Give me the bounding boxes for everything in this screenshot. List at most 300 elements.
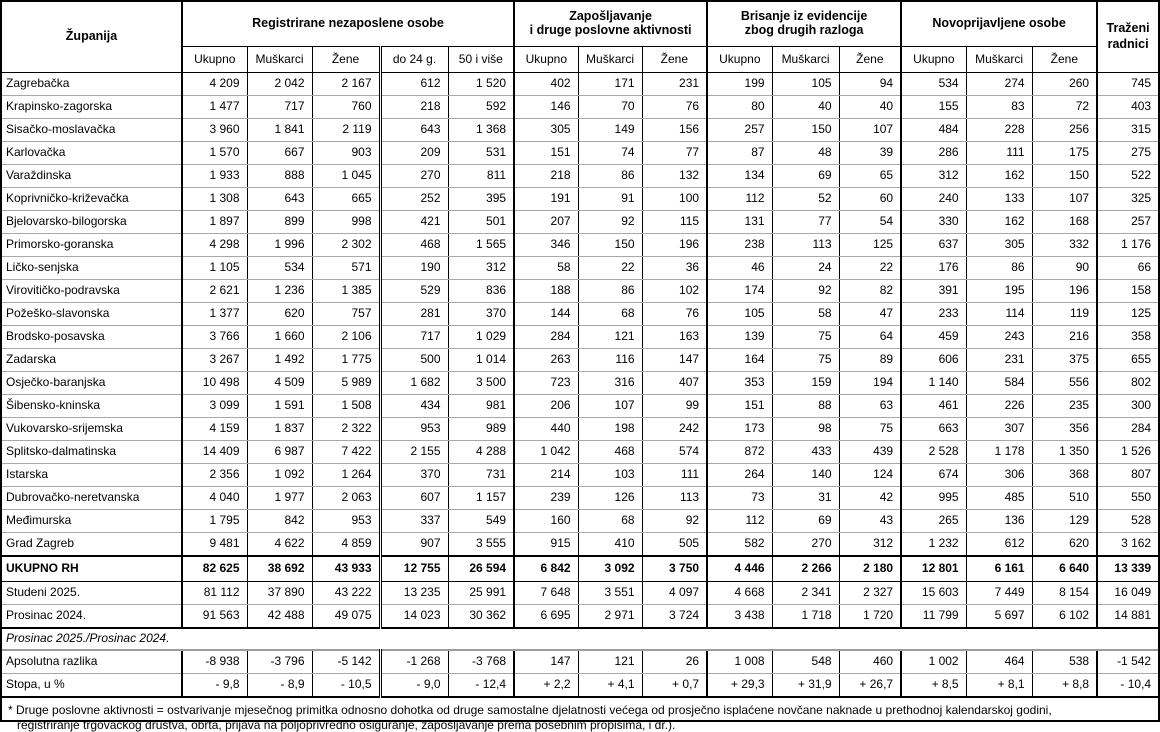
value-cell: 160 — [514, 510, 578, 533]
value-cell: 571 — [312, 257, 380, 280]
value-cell: 550 — [1097, 487, 1158, 510]
value-cell: 1 526 — [1097, 441, 1158, 464]
group-label-line: zbog drugih razloga — [744, 23, 864, 37]
value-cell: -3 796 — [247, 650, 312, 674]
county-row — [2, 395, 1158, 418]
value-cell: 112 — [707, 188, 772, 211]
value-cell: 1 718 — [772, 605, 839, 629]
value-cell: 1 775 — [312, 349, 380, 372]
value-cell: 140 — [772, 464, 839, 487]
value-cell: 757 — [312, 303, 380, 326]
value-cell: 888 — [247, 165, 312, 188]
value-cell: 42 — [839, 487, 901, 510]
group-label-line: i druge poslovne aktivnosti — [529, 23, 692, 37]
value-cell: + 8,8 — [1032, 674, 1097, 698]
value-cell: 99 — [642, 395, 707, 418]
value-cell: 1 591 — [247, 395, 312, 418]
value-cell: 2 063 — [312, 487, 380, 510]
value-cell: 528 — [1097, 510, 1158, 533]
subcol-header: Muškarci — [578, 47, 642, 73]
value-cell: 995 — [901, 487, 966, 510]
value-cell: 522 — [1097, 165, 1158, 188]
value-cell: 316 — [578, 372, 642, 395]
subcol-header: Žene — [839, 47, 901, 73]
value-cell: 113 — [642, 487, 707, 510]
value-cell: 111 — [642, 464, 707, 487]
value-cell: 48 — [772, 142, 839, 165]
value-cell: 464 — [966, 650, 1032, 674]
group-header-newly-registered — [901, 2, 1097, 47]
value-cell: 3 750 — [642, 556, 707, 582]
value-cell: 663 — [901, 418, 966, 441]
value-cell: 731 — [448, 464, 514, 487]
value-cell: 1 092 — [247, 464, 312, 487]
value-cell: 243 — [966, 326, 1032, 349]
value-cell: 88 — [772, 395, 839, 418]
row-label: Varaždinska — [2, 165, 182, 188]
value-cell: 286 — [901, 142, 966, 165]
value-cell: 125 — [1097, 303, 1158, 326]
value-cell: 76 — [642, 96, 707, 119]
table-body — [2, 73, 1158, 698]
value-cell: - 10,4 — [1097, 674, 1158, 698]
value-cell: 1 308 — [182, 188, 247, 211]
row-label: Sisačko-moslavačka — [2, 119, 182, 142]
value-cell: 468 — [380, 234, 448, 257]
value-cell: 257 — [707, 119, 772, 142]
value-cell: 162 — [966, 211, 1032, 234]
value-cell: 1 176 — [1097, 234, 1158, 257]
month-row — [2, 582, 1158, 605]
value-cell: 4 859 — [312, 533, 380, 557]
value-cell: 4 159 — [182, 418, 247, 441]
value-cell: 717 — [247, 96, 312, 119]
value-cell: 107 — [1032, 188, 1097, 211]
value-cell: 549 — [448, 510, 514, 533]
county-row — [2, 349, 1158, 372]
value-cell: 1 508 — [312, 395, 380, 418]
group-label-line: Zapošljavanje — [569, 9, 652, 24]
value-cell: 312 — [448, 257, 514, 280]
value-cell: 2 167 — [312, 73, 380, 96]
value-cell: 40 — [839, 96, 901, 119]
value-cell: 164 — [707, 349, 772, 372]
row-label: Splitsko-dalmatinska — [2, 441, 182, 464]
value-cell: 176 — [901, 257, 966, 280]
value-cell: 105 — [772, 73, 839, 96]
value-cell: + 4,1 — [578, 674, 642, 698]
value-cell: 175 — [1032, 142, 1097, 165]
value-cell: 82 625 — [182, 556, 247, 582]
value-cell: 6 640 — [1032, 556, 1097, 582]
county-row — [2, 234, 1158, 257]
value-cell: 667 — [247, 142, 312, 165]
value-cell: 83 — [966, 96, 1032, 119]
value-cell: 620 — [247, 303, 312, 326]
value-cell: 191 — [514, 188, 578, 211]
value-cell: 173 — [707, 418, 772, 441]
county-row — [2, 165, 1158, 188]
value-cell: 2 266 — [772, 556, 839, 582]
group-label-line: Novoprijavljene osobe — [932, 16, 1066, 31]
value-cell: 460 — [839, 650, 901, 674]
value-cell: 836 — [448, 280, 514, 303]
value-cell: 105 — [707, 303, 772, 326]
value-cell: 300 — [1097, 395, 1158, 418]
value-cell: 92 — [642, 510, 707, 533]
value-cell: 26 594 — [448, 556, 514, 582]
value-cell: 3 099 — [182, 395, 247, 418]
value-cell: 1 520 — [448, 73, 514, 96]
value-cell: 407 — [642, 372, 707, 395]
value-cell: 4 446 — [707, 556, 772, 582]
subcol-header: Muškarci — [772, 47, 839, 73]
value-cell: 2 106 — [312, 326, 380, 349]
value-cell: 612 — [966, 533, 1032, 557]
county-row — [2, 119, 1158, 142]
value-cell: -3 768 — [448, 650, 514, 674]
value-cell: 171 — [578, 73, 642, 96]
subcol-header: Žene — [312, 47, 380, 73]
value-cell: 370 — [448, 303, 514, 326]
subcol-header: Žene — [1032, 47, 1097, 73]
value-cell: 402 — [514, 73, 578, 96]
row-label: Karlovačka — [2, 142, 182, 165]
value-cell: 111 — [966, 142, 1032, 165]
value-cell: 4 209 — [182, 73, 247, 96]
value-cell: 421 — [380, 211, 448, 234]
value-cell: 2 356 — [182, 464, 247, 487]
value-cell: 745 — [1097, 73, 1158, 96]
value-cell: 620 — [1032, 533, 1097, 557]
value-cell: 674 — [901, 464, 966, 487]
value-cell: 64 — [839, 326, 901, 349]
row-label: Koprivničko-križevačka — [2, 188, 182, 211]
value-cell: 981 — [448, 395, 514, 418]
value-cell: - 12,4 — [448, 674, 514, 698]
value-cell: 395 — [448, 188, 514, 211]
value-cell: 556 — [1032, 372, 1097, 395]
value-cell: 1 795 — [182, 510, 247, 533]
value-cell: 346 — [514, 234, 578, 257]
value-cell: 2 621 — [182, 280, 247, 303]
subcol-header: Ukupno — [514, 47, 578, 73]
value-cell: 214 — [514, 464, 578, 487]
value-cell: 3 500 — [448, 372, 514, 395]
footnote-line: registriranje trgovačkog društva, obrta, prijava na poljoprivredno osiguranje, zapošljavanje prema posebnim propisima, i dr.). — [17, 717, 676, 732]
value-cell: 125 — [839, 234, 901, 257]
value-cell: 592 — [448, 96, 514, 119]
value-cell: 81 112 — [182, 582, 247, 605]
value-cell: 1 008 — [707, 650, 772, 674]
value-cell: + 31,9 — [772, 674, 839, 698]
value-cell: 38 692 — [247, 556, 312, 582]
row-label: Primorsko-goranska — [2, 234, 182, 257]
county-row — [2, 418, 1158, 441]
value-cell: 74 — [578, 142, 642, 165]
value-cell: 500 — [380, 349, 448, 372]
value-cell: 440 — [514, 418, 578, 441]
value-cell: 760 — [312, 96, 380, 119]
value-cell: 501 — [448, 211, 514, 234]
row-label: Virovitičko-podravska — [2, 280, 182, 303]
value-cell: 162 — [966, 165, 1032, 188]
value-cell: 607 — [380, 487, 448, 510]
value-cell: 68 — [578, 510, 642, 533]
row-label: Krapinsko-zagorska — [2, 96, 182, 119]
subcol-header: do 24 g. — [380, 47, 448, 73]
value-cell: 131 — [707, 211, 772, 234]
value-cell: 11 799 — [901, 605, 966, 629]
value-cell: 46 — [707, 257, 772, 280]
subcol-header: 50 i više — [448, 47, 514, 73]
value-cell: 468 — [578, 441, 642, 464]
value-cell: 989 — [448, 418, 514, 441]
county-row — [2, 142, 1158, 165]
value-cell: 612 — [380, 73, 448, 96]
value-cell: 24 — [772, 257, 839, 280]
value-cell: 3 960 — [182, 119, 247, 142]
value-cell: 274 — [966, 73, 1032, 96]
county-row — [2, 73, 1158, 96]
value-cell: 315 — [1097, 119, 1158, 142]
value-cell: 305 — [966, 234, 1032, 257]
row-label: Prosinac 2024. — [2, 605, 182, 629]
value-cell: 12 801 — [901, 556, 966, 582]
value-cell: 194 — [839, 372, 901, 395]
value-cell: 391 — [901, 280, 966, 303]
row-label: Zagrebačka — [2, 73, 182, 96]
value-cell: 5 697 — [966, 605, 1032, 629]
value-cell: 3 555 — [448, 533, 514, 557]
value-cell: 353 — [707, 372, 772, 395]
row-label: Međimurska — [2, 510, 182, 533]
value-cell: 4 509 — [247, 372, 312, 395]
value-cell: 58 — [772, 303, 839, 326]
value-cell: 144 — [514, 303, 578, 326]
footnote — [2, 698, 1158, 732]
row-label: Grad Zagreb — [2, 533, 182, 557]
value-cell: 270 — [380, 165, 448, 188]
value-cell: 77 — [642, 142, 707, 165]
value-cell: 136 — [966, 510, 1032, 533]
value-cell: 121 — [578, 650, 642, 674]
subcol-header: Žene — [642, 47, 707, 73]
comparison-section-label: Prosinac 2025./Prosinac 2024. — [2, 628, 1158, 650]
value-cell: 147 — [642, 349, 707, 372]
value-cell: 2 042 — [247, 73, 312, 96]
value-cell: 228 — [966, 119, 1032, 142]
value-cell: 86 — [578, 165, 642, 188]
value-cell: 337 — [380, 510, 448, 533]
value-cell: 133 — [966, 188, 1032, 211]
value-cell: 312 — [839, 533, 901, 557]
value-cell: 356 — [1032, 418, 1097, 441]
value-cell: 149 — [578, 119, 642, 142]
value-cell: 116 — [578, 349, 642, 372]
value-cell: 66 — [1097, 257, 1158, 280]
value-cell: 13 235 — [380, 582, 448, 605]
value-cell: 4 298 — [182, 234, 247, 257]
group-header-employment — [514, 2, 707, 47]
value-cell: 132 — [642, 165, 707, 188]
value-cell: 7 422 — [312, 441, 380, 464]
value-cell: 40 — [772, 96, 839, 119]
group-header-registered-unemployed — [182, 2, 514, 47]
value-cell: 655 — [1097, 349, 1158, 372]
value-cell: 434 — [380, 395, 448, 418]
value-cell: 100 — [642, 188, 707, 211]
value-cell: 6 842 — [514, 556, 578, 582]
value-cell: 150 — [578, 234, 642, 257]
value-cell: 358 — [1097, 326, 1158, 349]
value-cell: 49 075 — [312, 605, 380, 629]
value-cell: 103 — [578, 464, 642, 487]
value-cell: 953 — [312, 510, 380, 533]
value-cell: -5 142 — [312, 650, 380, 674]
value-cell: 534 — [901, 73, 966, 96]
value-cell: 606 — [901, 349, 966, 372]
value-cell: 218 — [514, 165, 578, 188]
value-cell: 226 — [966, 395, 1032, 418]
value-cell: 22 — [839, 257, 901, 280]
value-cell: 6 695 — [514, 605, 578, 629]
value-cell: 3 724 — [642, 605, 707, 629]
difference-row — [2, 674, 1158, 698]
value-cell: 1 720 — [839, 605, 901, 629]
value-cell: + 29,3 — [707, 674, 772, 698]
value-cell: 275 — [1097, 142, 1158, 165]
county-row — [2, 188, 1158, 211]
workers-column-header: Traženi radnici — [1097, 2, 1158, 73]
value-cell: 548 — [772, 650, 839, 674]
value-cell: 3 267 — [182, 349, 247, 372]
value-cell: 807 — [1097, 464, 1158, 487]
value-cell: - 9,8 — [182, 674, 247, 698]
value-cell: 76 — [642, 303, 707, 326]
value-cell: 370 — [380, 464, 448, 487]
row-label: Istarska — [2, 464, 182, 487]
subcol-header: Ukupno — [182, 47, 247, 73]
value-cell: 102 — [642, 280, 707, 303]
value-cell: -8 938 — [182, 650, 247, 674]
value-cell: 206 — [514, 395, 578, 418]
value-cell: 899 — [247, 211, 312, 234]
comparison-section-row — [2, 628, 1158, 650]
value-cell: 87 — [707, 142, 772, 165]
value-cell: 1 157 — [448, 487, 514, 510]
value-cell: 112 — [707, 510, 772, 533]
value-cell: 188 — [514, 280, 578, 303]
value-cell: 2 302 — [312, 234, 380, 257]
value-cell: 216 — [1032, 326, 1097, 349]
value-cell: 239 — [514, 487, 578, 510]
value-cell: 47 — [839, 303, 901, 326]
value-cell: 134 — [707, 165, 772, 188]
value-cell: 107 — [578, 395, 642, 418]
value-cell: 1 933 — [182, 165, 247, 188]
value-cell: 113 — [772, 234, 839, 257]
value-cell: 9 481 — [182, 533, 247, 557]
value-cell: 31 — [772, 487, 839, 510]
value-cell: 332 — [1032, 234, 1097, 257]
value-cell: 89 — [839, 349, 901, 372]
value-cell: 306 — [966, 464, 1032, 487]
value-cell: 1 377 — [182, 303, 247, 326]
value-cell: 505 — [642, 533, 707, 557]
value-cell: 263 — [514, 349, 578, 372]
value-cell: 174 — [707, 280, 772, 303]
value-cell: 94 — [839, 73, 901, 96]
value-cell: 433 — [772, 441, 839, 464]
value-cell: 114 — [966, 303, 1032, 326]
value-cell: 163 — [642, 326, 707, 349]
value-cell: 159 — [772, 372, 839, 395]
row-label: Brodsko-posavska — [2, 326, 182, 349]
value-cell: 72 — [1032, 96, 1097, 119]
value-cell: 70 — [578, 96, 642, 119]
value-cell: 209 — [380, 142, 448, 165]
value-cell: 903 — [312, 142, 380, 165]
value-cell: 3 162 — [1097, 533, 1158, 557]
value-cell: 1 105 — [182, 257, 247, 280]
value-cell: 811 — [448, 165, 514, 188]
value-cell: 403 — [1097, 96, 1158, 119]
group-header-removal — [707, 2, 901, 47]
value-cell: 69 — [772, 165, 839, 188]
value-cell: + 8,5 — [901, 674, 966, 698]
value-cell: 68 — [578, 303, 642, 326]
header-group-row — [2, 2, 1158, 47]
value-cell: 80 — [707, 96, 772, 119]
value-cell: 3 092 — [578, 556, 642, 582]
value-cell: 242 — [642, 418, 707, 441]
value-cell: 126 — [578, 487, 642, 510]
value-cell: 270 — [772, 533, 839, 557]
value-cell: 2 971 — [578, 605, 642, 629]
row-label: Studeni 2025. — [2, 582, 182, 605]
value-cell: 2 327 — [839, 582, 901, 605]
value-cell: 13 339 — [1097, 556, 1158, 582]
value-cell: 1 178 — [966, 441, 1032, 464]
county-column-header: Županija — [2, 2, 182, 73]
value-cell: 10 498 — [182, 372, 247, 395]
value-cell: 582 — [707, 533, 772, 557]
value-cell: 16 049 — [1097, 582, 1158, 605]
value-cell: 147 — [514, 650, 578, 674]
value-cell: 151 — [707, 395, 772, 418]
value-cell: 1 368 — [448, 119, 514, 142]
value-cell: 256 — [1032, 119, 1097, 142]
value-cell: 4 622 — [247, 533, 312, 557]
value-cell: 842 — [247, 510, 312, 533]
subcol-header: Ukupno — [707, 47, 772, 73]
value-cell: 75 — [772, 326, 839, 349]
value-cell: 22 — [578, 257, 642, 280]
value-cell: 98 — [772, 418, 839, 441]
value-cell: 196 — [642, 234, 707, 257]
value-cell: 207 — [514, 211, 578, 234]
value-cell: 43 933 — [312, 556, 380, 582]
value-cell: 14 881 — [1097, 605, 1158, 629]
value-cell: 91 563 — [182, 605, 247, 629]
value-cell: 6 987 — [247, 441, 312, 464]
value-cell: 637 — [901, 234, 966, 257]
value-cell: 5 989 — [312, 372, 380, 395]
county-row — [2, 510, 1158, 533]
row-label: UKUPNO RH — [2, 556, 182, 582]
value-cell: 1 570 — [182, 142, 247, 165]
